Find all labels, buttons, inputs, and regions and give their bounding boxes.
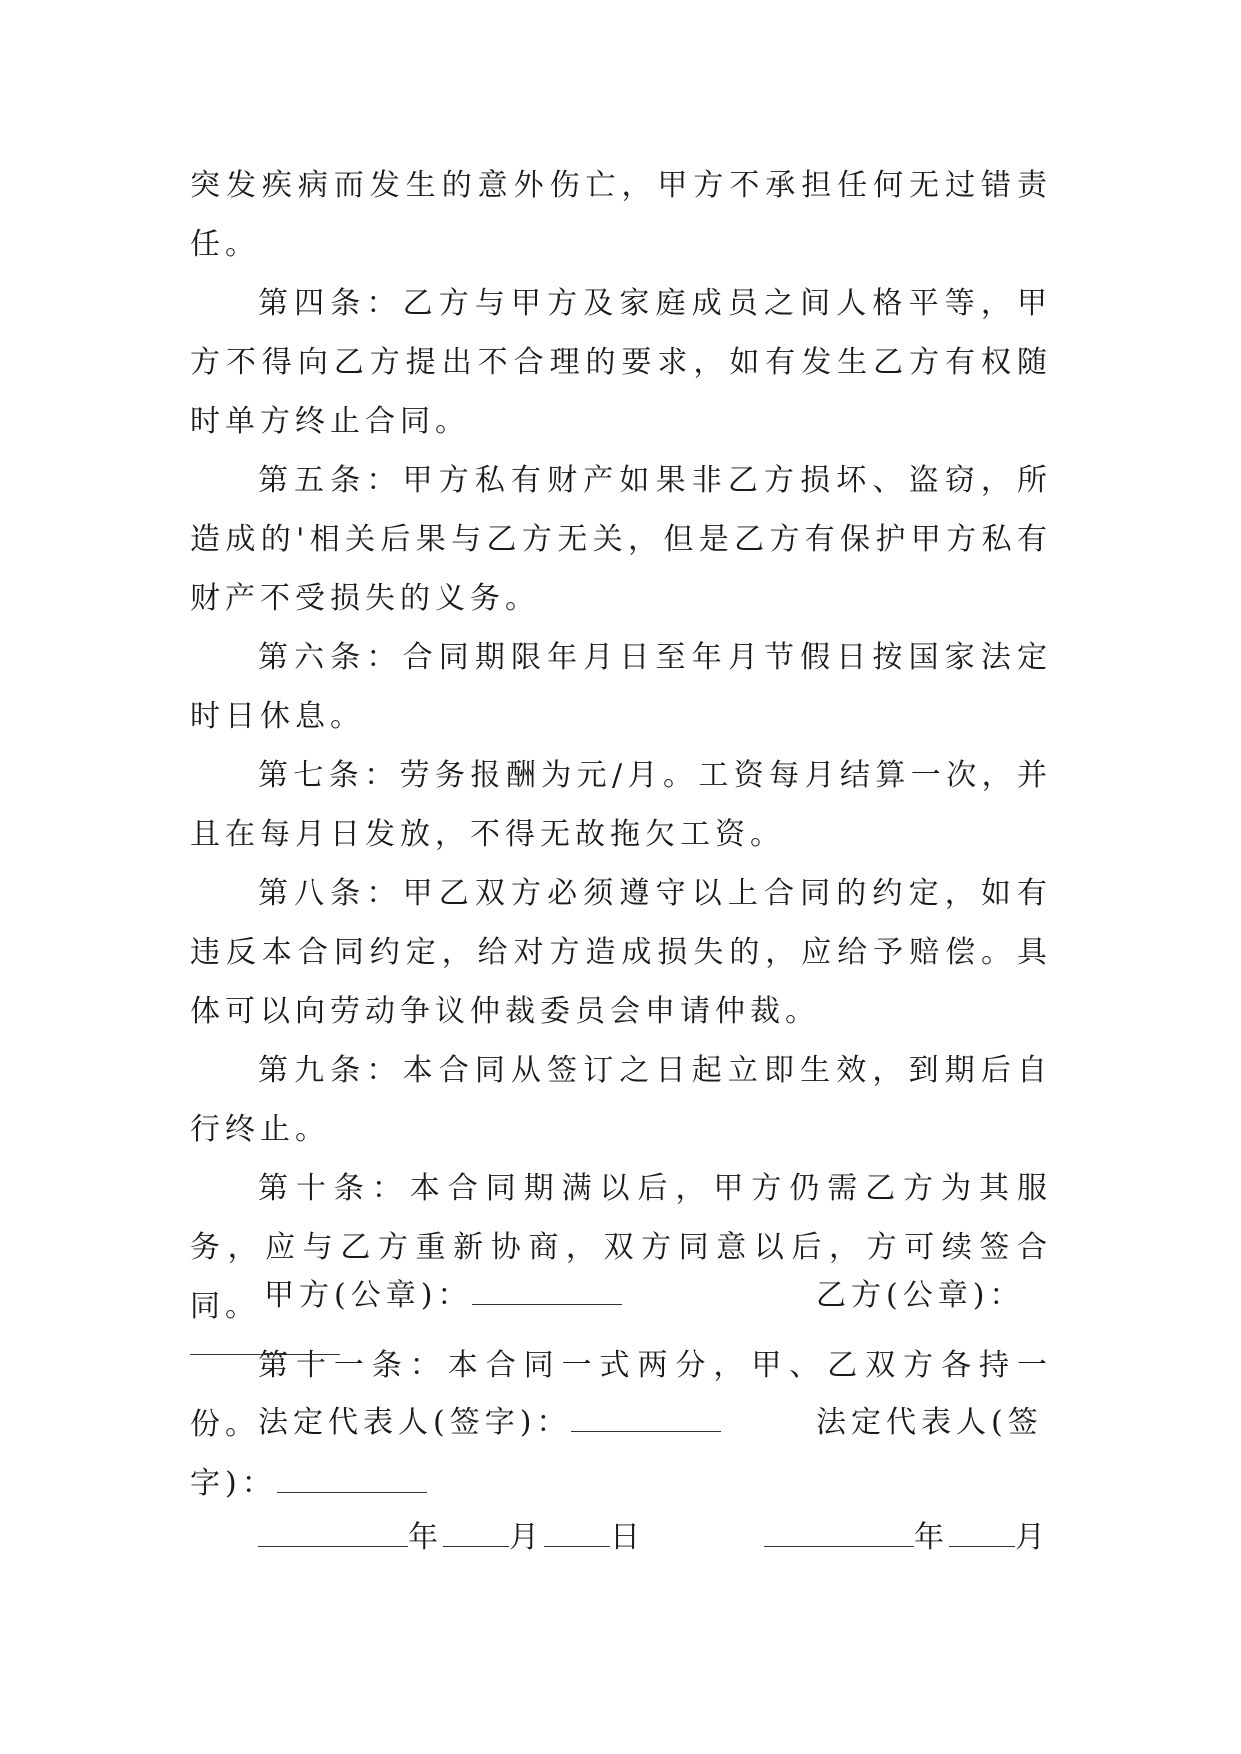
party-b-seal xyxy=(816,1270,1024,1314)
party-b-seal-blank xyxy=(190,1326,340,1355)
rep-b-cont-label: 字)： xyxy=(190,1466,277,1501)
seal-row-wrap xyxy=(190,1326,1052,1386)
rep-b-cont xyxy=(190,1458,427,1502)
rep-b-blank xyxy=(277,1464,427,1493)
article-6: 第六条：合同期限年月日至年月节假日按国家法定时日休息。 xyxy=(190,640,1052,734)
date-b xyxy=(764,1512,1050,1556)
party-b-seal-blank-wrap xyxy=(190,1326,340,1363)
date-row xyxy=(190,1504,1052,1564)
party-a-seal-label: 甲方(公章)： xyxy=(264,1278,473,1313)
party-b-seal-label: 乙方(公章)： xyxy=(816,1278,1025,1313)
date-b-year-label: 年 xyxy=(914,1520,949,1555)
article-10: 第十条：本合同期满以后，甲方仍需乙方为其服务，应与乙方重新协商，双方同意以后，方可续签合同。 xyxy=(190,1171,1052,1324)
date-a-day-label: 日 xyxy=(610,1520,645,1555)
date-a-month-blank xyxy=(443,1518,509,1547)
paragraph-3-continuation: 突发疾病而发生的意外伤亡，甲方不承担任何无过错责任。 xyxy=(190,168,1052,262)
date-b-year-blank xyxy=(764,1518,914,1547)
date-b-month-blank xyxy=(949,1518,1015,1547)
date-a-year-label: 年 xyxy=(408,1520,443,1555)
article-11: 第十一条：本合同一式两分，甲、乙双方各持一份。 xyxy=(190,1348,1052,1442)
contract-body xyxy=(190,156,1052,1454)
rep-a-blank xyxy=(571,1403,721,1432)
article-7: 第七条：劳务报酬为元/月。工资每月结算一次，并且在每月日发放，不得无故拖欠工资。 xyxy=(190,758,1052,852)
rep-a xyxy=(258,1397,721,1441)
rep-a-label: 法定代表人(签字)： xyxy=(258,1405,572,1440)
date-a-day-blank xyxy=(544,1518,610,1547)
date-a-year-blank xyxy=(258,1518,408,1547)
article-9: 第九条：本合同从签订之日起立即生效，到期后自行终止。 xyxy=(190,1053,1052,1147)
article-8: 第八条：甲乙双方必须遵守以上合同的约定，如有违反本合同约定，给对方造成损失的，应给予赔偿。具体可以向劳动争议仲裁委员会申请仲裁。 xyxy=(190,876,1052,1029)
date-b-month-label: 月 xyxy=(1015,1520,1050,1555)
party-a-seal-blank xyxy=(472,1276,622,1305)
article-4: 第四条：乙方与甲方及家庭成员之间人格平等，甲方不得向乙方提出不合理的要求，如有发生乙方有权随时单方终止合同。 xyxy=(190,286,1052,439)
rep-b-label: 法定代表人(签 xyxy=(816,1405,1043,1440)
date-a xyxy=(258,1512,645,1556)
date-a-month-label: 月 xyxy=(509,1520,544,1555)
seal-row xyxy=(190,1262,1052,1322)
representative-row xyxy=(190,1389,1052,1449)
representative-row-wrap xyxy=(190,1450,1052,1510)
article-5: 第五条：甲方私有财产如果非乙方损坏、盗窃，所造成的'相关后果与乙方无关，但是乙方有保护甲方私有财产不受损失的义务。 xyxy=(190,463,1052,616)
party-a-seal xyxy=(264,1270,622,1314)
rep-b xyxy=(816,1397,1043,1441)
